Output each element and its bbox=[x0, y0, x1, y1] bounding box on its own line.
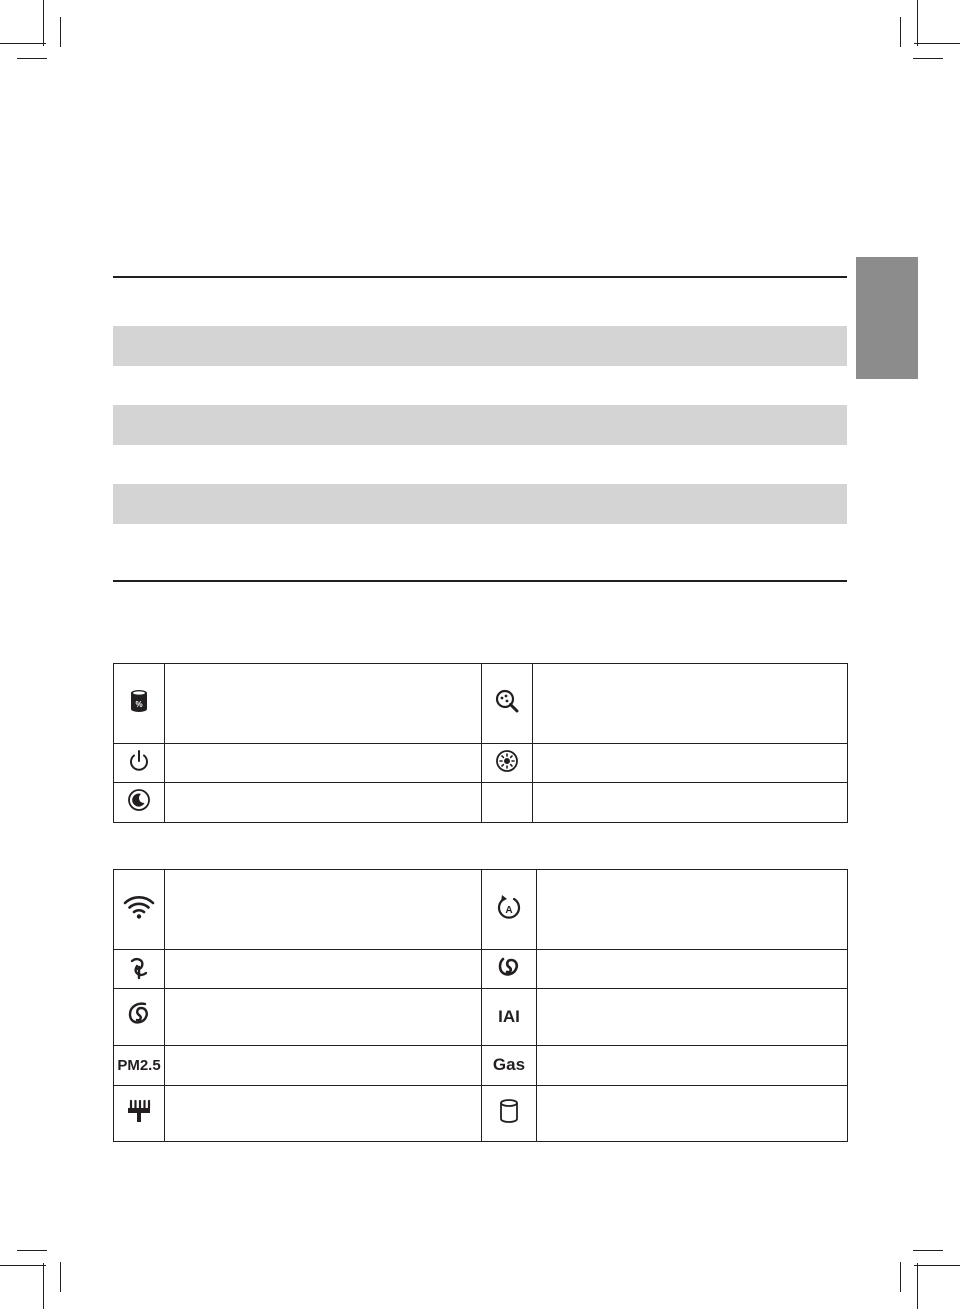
gray-band-3 bbox=[113, 484, 847, 524]
prefilter-cleaning-icon bbox=[126, 1098, 152, 1124]
fan-speed-medium-icon bbox=[496, 954, 522, 980]
light-brightness-icon bbox=[494, 748, 520, 774]
crop-mark bbox=[43, 1263, 44, 1309]
description-cell bbox=[537, 870, 848, 950]
description-cell bbox=[537, 1046, 848, 1086]
icon-cell bbox=[114, 989, 165, 1046]
crop-mark bbox=[913, 1250, 943, 1251]
crop-mark bbox=[60, 1262, 61, 1292]
search-zoom-icon bbox=[494, 688, 520, 714]
icon-cell bbox=[482, 1086, 537, 1142]
description-cell bbox=[533, 744, 848, 783]
crop-mark bbox=[917, 1263, 918, 1309]
iai-indicator-label: IAI bbox=[498, 1006, 520, 1026]
crop-mark bbox=[0, 1265, 46, 1266]
icon-cell bbox=[482, 870, 537, 950]
table-row bbox=[114, 664, 848, 744]
icon-cell bbox=[114, 664, 165, 744]
table-row bbox=[114, 950, 848, 989]
icon-cell bbox=[482, 783, 533, 823]
crop-mark bbox=[900, 1262, 901, 1292]
icon-cell bbox=[114, 744, 165, 783]
svg-text:%: % bbox=[135, 700, 143, 709]
description-cell bbox=[537, 989, 848, 1046]
section-rule-top bbox=[113, 276, 847, 278]
description-cell bbox=[165, 989, 482, 1046]
icon-cell bbox=[114, 870, 165, 950]
crop-mark bbox=[17, 58, 47, 59]
description-cell bbox=[537, 950, 848, 989]
icon-cell bbox=[114, 950, 165, 989]
description-cell bbox=[165, 744, 482, 783]
power-icon bbox=[127, 749, 151, 773]
crop-mark bbox=[900, 17, 901, 47]
crop-mark bbox=[914, 43, 960, 44]
crop-mark bbox=[917, 0, 918, 46]
icon-cell bbox=[114, 783, 165, 823]
icon-cell bbox=[114, 1086, 165, 1142]
language-side-tab bbox=[856, 257, 918, 379]
table-row bbox=[114, 744, 848, 783]
crop-mark bbox=[43, 0, 44, 46]
crop-mark bbox=[914, 1265, 960, 1266]
description-cell bbox=[537, 1086, 848, 1142]
icon-cell bbox=[482, 1046, 537, 1086]
gray-band-2 bbox=[113, 405, 847, 445]
icon-cell bbox=[482, 989, 537, 1046]
gray-band-1 bbox=[113, 326, 847, 366]
crop-mark bbox=[913, 58, 943, 59]
icon-cell bbox=[482, 950, 537, 989]
control-icons-table bbox=[113, 663, 848, 823]
table-row bbox=[114, 1086, 848, 1142]
wifi-icon bbox=[123, 894, 155, 920]
description-cell bbox=[165, 950, 482, 989]
fan-speed-low-icon bbox=[126, 954, 152, 980]
description-cell bbox=[165, 870, 482, 950]
crop-mark bbox=[0, 43, 46, 44]
table-row bbox=[114, 989, 848, 1046]
description-cell bbox=[165, 1046, 482, 1086]
section-rule-bottom bbox=[113, 580, 847, 582]
icon-cell bbox=[114, 1046, 165, 1086]
auto-mode-icon bbox=[496, 893, 522, 921]
sleep-mode-icon bbox=[127, 788, 151, 812]
icon-cell bbox=[482, 664, 533, 744]
gas-indicator-label: Gas bbox=[492, 1055, 526, 1074]
crop-mark bbox=[60, 17, 61, 47]
filter-replace-icon bbox=[498, 1098, 520, 1124]
description-cell bbox=[165, 783, 482, 823]
description-cell bbox=[165, 664, 482, 744]
crop-mark bbox=[17, 1250, 47, 1251]
table-row bbox=[114, 870, 848, 950]
table-row bbox=[114, 783, 848, 823]
description-cell bbox=[533, 664, 848, 744]
svg-text:A: A bbox=[505, 905, 513, 916]
pm25-indicator-label: PM2.5 bbox=[117, 1056, 161, 1074]
table-row bbox=[114, 1046, 848, 1086]
filter-percentage-icon bbox=[128, 689, 150, 713]
icon-cell bbox=[482, 744, 533, 783]
description-cell bbox=[165, 1086, 482, 1142]
indicator-icons-table bbox=[113, 869, 848, 1142]
description-cell bbox=[533, 783, 848, 823]
fan-speed-turbo-icon bbox=[125, 1001, 153, 1029]
